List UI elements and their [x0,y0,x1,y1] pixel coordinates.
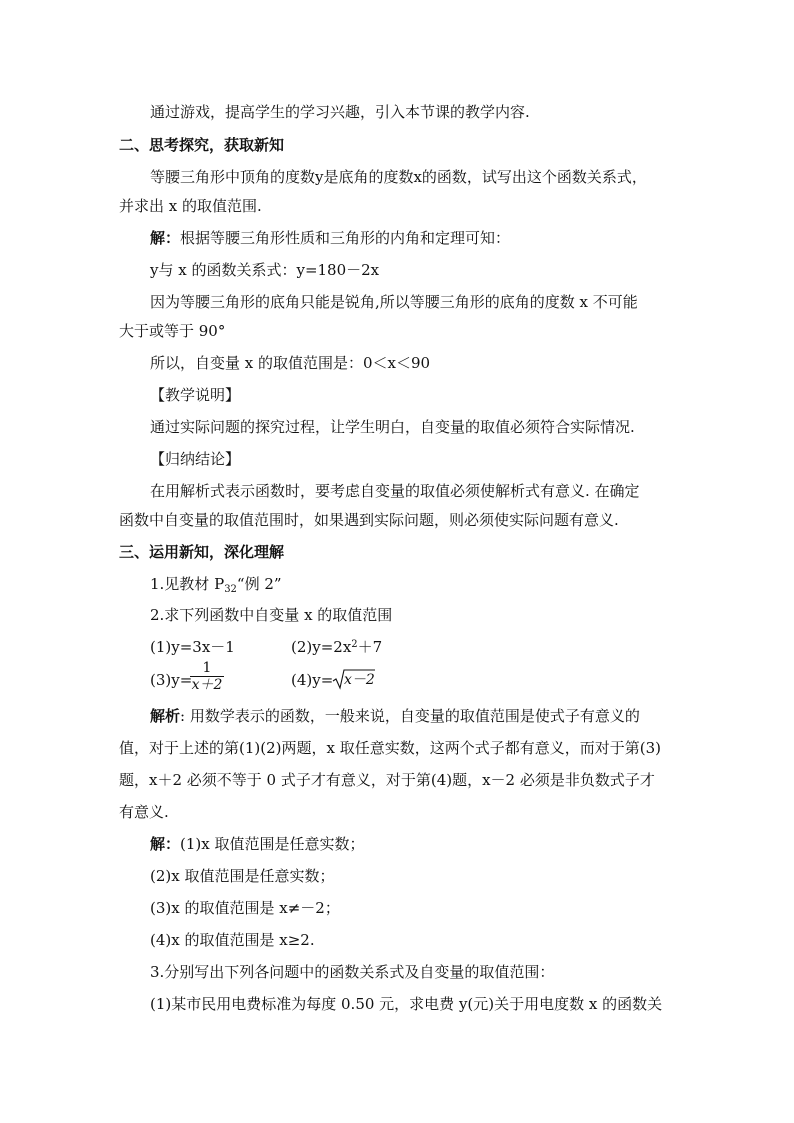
exercise-1 [150,575,282,599]
expr-2-tail: ＋7 [357,638,383,656]
answer-line-2: (2)x 取值范围是任意实数； [150,867,335,885]
intro-paragraph: 通过游戏，提高学生的学习兴趣，引入本节课的教学内容. [150,103,530,121]
summary-line-1: 在用解析式表示函数时，要考虑自变量的取值必须使解析式有意义. 在确定 [150,482,640,500]
analysis-line-2: 值，对于上述的第(1)(2)两题，x 取任意实数，这两个式子都有意义，而对于第(3) [119,739,661,757]
problem-text-line-1: 等腰三角形中顶角的度数y是底角的度数x的函数，试写出这个函数关系式， [150,168,647,186]
exercise-1-suffix: “例 2” [236,575,282,593]
answer-line-1 [150,835,365,853]
solution-text: 根据等腰三角形性质和三角形的内角和定理可知： [180,229,511,247]
analysis-label: 解析 [150,707,181,725]
solution-line [150,229,510,247]
analysis-line-4: 有意义. [119,803,169,821]
answer-line-3: (3)x 的取值范围是 x≠－2； [150,899,340,917]
answer-label: 解： [150,835,181,853]
section-heading-3: 三、运用新知，深化理解 [119,543,285,561]
expr-2-exponent: 2 [351,639,358,650]
exercise-3-part-1: (1)某市民用电费标准为每度 0.50 元，求电费 y(元)关于用电度数 x 的函数关 [150,995,663,1013]
expr-1: (1)y=3x－1 [150,638,235,656]
answer-1-text: (1)x 取值范围是任意实数； [180,835,365,853]
expr-3-prefix: (3)y= [150,671,193,689]
summary-tag: 【归纳结论】 [150,450,241,468]
problem-text-line-2: 并求出 x 的取值范围. [119,197,262,215]
fraction-numerator: 1 [202,660,212,676]
fraction [190,660,224,693]
expr-2-base: (2)y=2x [291,638,352,656]
reason-line-2: 大于或等于 90° [119,322,226,340]
exercise-3: 3.分别写出下列各问题中的函数关系式及自变量的取值范围： [150,963,555,981]
range-conclusion: 所以，自变量 x 的取值范围是：0＜x＜90 [150,354,431,372]
expr-2 [291,636,382,656]
fraction-denominator: x＋2 [191,677,223,693]
expr-4-prefix: (4)y= [291,671,334,689]
answer-line-4: (4)x 的取值范围是 x≥2. [150,931,315,949]
analysis-text: : 用数学表示的函数，一般来说，自变量的取值范围是使式子有意义的 [180,707,640,725]
section-heading-2: 二、思考探究，获取新知 [119,136,285,154]
reason-line-1: 因为等腰三角形的底角只能是锐角,所以等腰三角形的底角的度数 x 不可能 [150,293,638,311]
analysis-line-1 [150,707,640,725]
teaching-note-tag: 【教学说明】 [150,386,241,404]
summary-line-2: 函数中自变量的取值范围时，如果遇到实际问题，则必须使实际问题有意义. [119,511,619,529]
exercise-1-prefix: 1.见教材 P [150,575,225,593]
radicand: x－2 [344,672,375,688]
function-relation: y与 x 的函数关系式：y=180－2x [150,261,380,279]
teaching-note-text: 通过实际问题的探究过程，让学生明白，自变量的取值必须符合实际情况. [150,418,635,436]
page-subscript: 32 [224,584,237,595]
square-root [332,668,376,690]
solution-label: 解： [150,229,181,247]
exercise-2: 2.求下列函数中自变量 x 的取值范围 [150,606,393,624]
analysis-line-3: 题，x＋2 必须不等于 0 式子才有意义，对于第(4)题，x－2 必须是非负数式子才 [119,771,655,789]
